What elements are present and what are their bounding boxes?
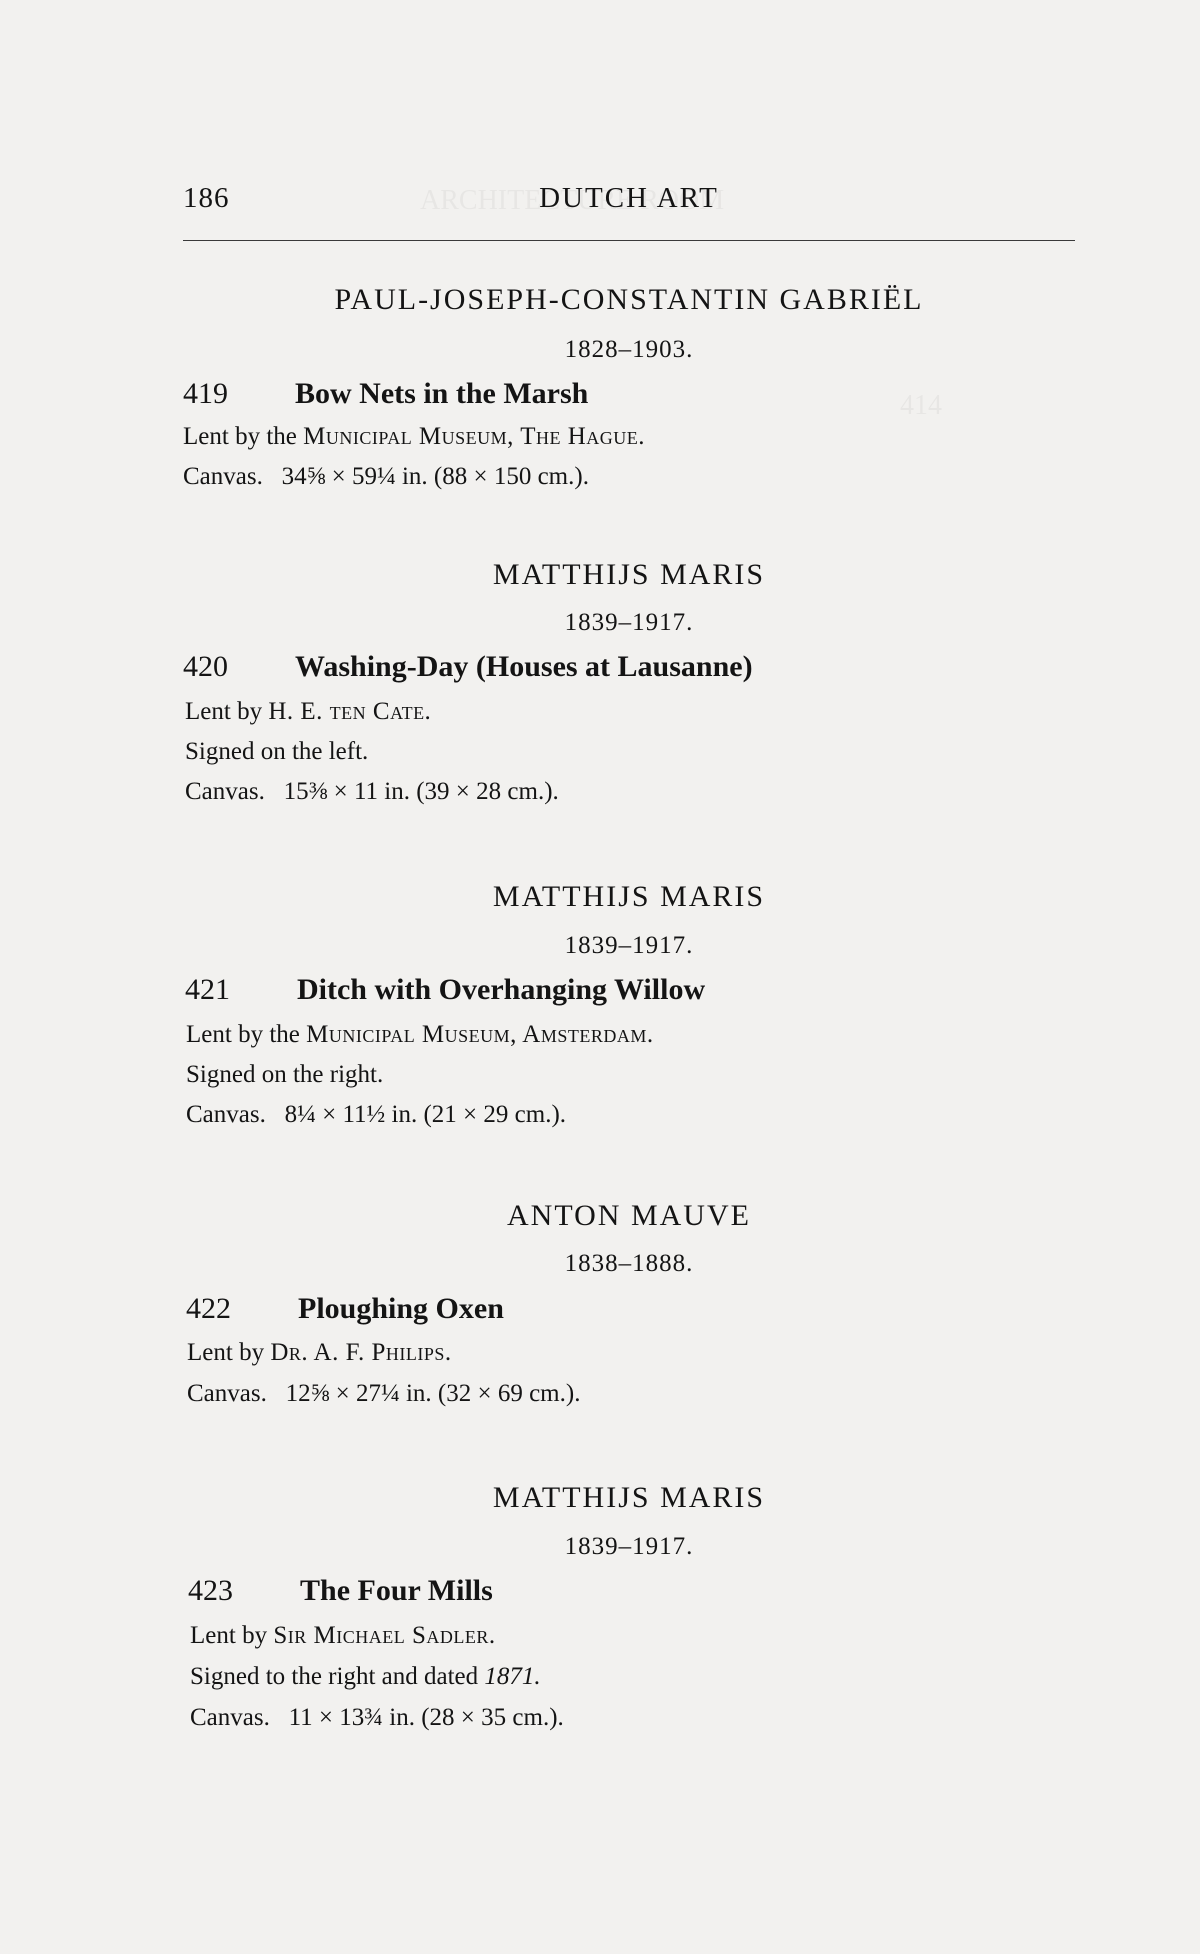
catalogue-number: 421 xyxy=(185,973,230,1006)
dimensions-line xyxy=(183,463,589,491)
lender: Municipal Museum, Amsterdam. xyxy=(306,1021,654,1048)
artwork-title: Bow Nets in the Marsh xyxy=(295,377,589,410)
dimensions-line xyxy=(187,1380,580,1408)
lent-prefix: Lent by the xyxy=(183,423,304,450)
lent-prefix: Lent by xyxy=(187,1339,271,1366)
size-cm: (21 × 29 cm.). xyxy=(423,1101,567,1128)
signature-note: Signed on the right. xyxy=(186,1061,384,1088)
medium: Canvas. xyxy=(187,1380,267,1407)
catalogue-number: 419 xyxy=(183,377,228,410)
artist-name: MATTHIJS MARIS xyxy=(492,1481,766,1514)
artist-name: MATTHIJS MARIS xyxy=(492,880,766,913)
lender-line xyxy=(190,1622,496,1650)
size-cm: (28 × 35 cm.). xyxy=(421,1704,564,1731)
size-cm: (88 × 150 cm.). xyxy=(433,463,589,490)
running-header xyxy=(183,178,1075,228)
show-through-text xyxy=(900,390,942,422)
size-cm: (32 × 69 cm.). xyxy=(437,1380,581,1407)
lender-line xyxy=(186,1021,654,1049)
artist-name: MATTHIJS MARIS xyxy=(492,558,766,591)
medium: Canvas. xyxy=(183,463,263,490)
lender-line xyxy=(183,423,645,451)
lender: Municipal Museum, The Hague. xyxy=(303,423,646,450)
header-rule xyxy=(183,240,1075,241)
catalogue-number: 420 xyxy=(183,650,228,683)
catalogue-entry-title xyxy=(188,1574,493,1608)
catalogue-number: 423 xyxy=(188,1574,233,1607)
size-inches: 12⅝ × 27¼ in. xyxy=(285,1380,432,1407)
catalogue-entry-title xyxy=(183,377,588,411)
artist-dates: 1828–1903. xyxy=(564,336,694,363)
dimensions-line xyxy=(185,778,559,806)
lent-prefix: Lent by the xyxy=(186,1021,307,1048)
artist-dates: 1839–1917. xyxy=(564,609,694,636)
size-inches: 15⅜ × 11 in. xyxy=(283,778,410,805)
page-number: 186 xyxy=(183,182,230,214)
lender-line xyxy=(185,698,431,726)
signature-note xyxy=(190,1663,541,1691)
lender: Sir Michael Sadler. xyxy=(273,1622,496,1649)
artwork-title: Washing-Day (Houses at Lausanne) xyxy=(295,650,753,683)
artist-dates: 1838–1888. xyxy=(564,1250,694,1277)
medium: Canvas. xyxy=(186,1101,266,1128)
size-inches: 11 × 13¾ in. xyxy=(288,1704,415,1731)
size-inches: 34⅝ × 59¼ in. xyxy=(281,463,428,490)
catalogue-number: 422 xyxy=(186,1292,231,1325)
running-title: DUTCH ART xyxy=(539,182,719,214)
lender: H. E. ten Cate. xyxy=(268,698,432,725)
signature-date: 1871. xyxy=(484,1663,541,1690)
dimensions-line xyxy=(190,1704,564,1732)
medium: Canvas. xyxy=(185,778,265,805)
artist-name: ANTON MAUVE xyxy=(507,1199,751,1232)
artist-dates: 1839–1917. xyxy=(564,1533,694,1560)
lent-prefix: Lent by xyxy=(190,1622,274,1649)
signature-text: Signed to the right and dated xyxy=(190,1663,485,1690)
lender-line xyxy=(187,1339,452,1367)
size-inches: 8¼ × 11½ in. xyxy=(284,1101,418,1128)
lent-prefix: Lent by xyxy=(185,698,269,725)
catalogue-entry-title xyxy=(186,1292,504,1326)
medium: Canvas. xyxy=(190,1704,270,1731)
artist-dates: 1839–1917. xyxy=(564,932,694,959)
catalogue-entry-title xyxy=(183,650,753,684)
dimensions-line xyxy=(186,1101,566,1129)
lender: Dr. A. F. Philips. xyxy=(270,1339,452,1366)
size-cm: (39 × 28 cm.). xyxy=(416,778,559,805)
artwork-title: Ploughing Oxen xyxy=(298,1292,504,1325)
artwork-title: Ditch with Overhanging Willow xyxy=(297,973,706,1006)
signature-note: Signed on the left. xyxy=(185,738,369,765)
artwork-title: The Four Mills xyxy=(300,1574,493,1607)
catalogue-entry-title xyxy=(185,973,705,1007)
artist-name: PAUL-JOSEPH-CONSTANTIN GABRIËL xyxy=(334,283,924,316)
